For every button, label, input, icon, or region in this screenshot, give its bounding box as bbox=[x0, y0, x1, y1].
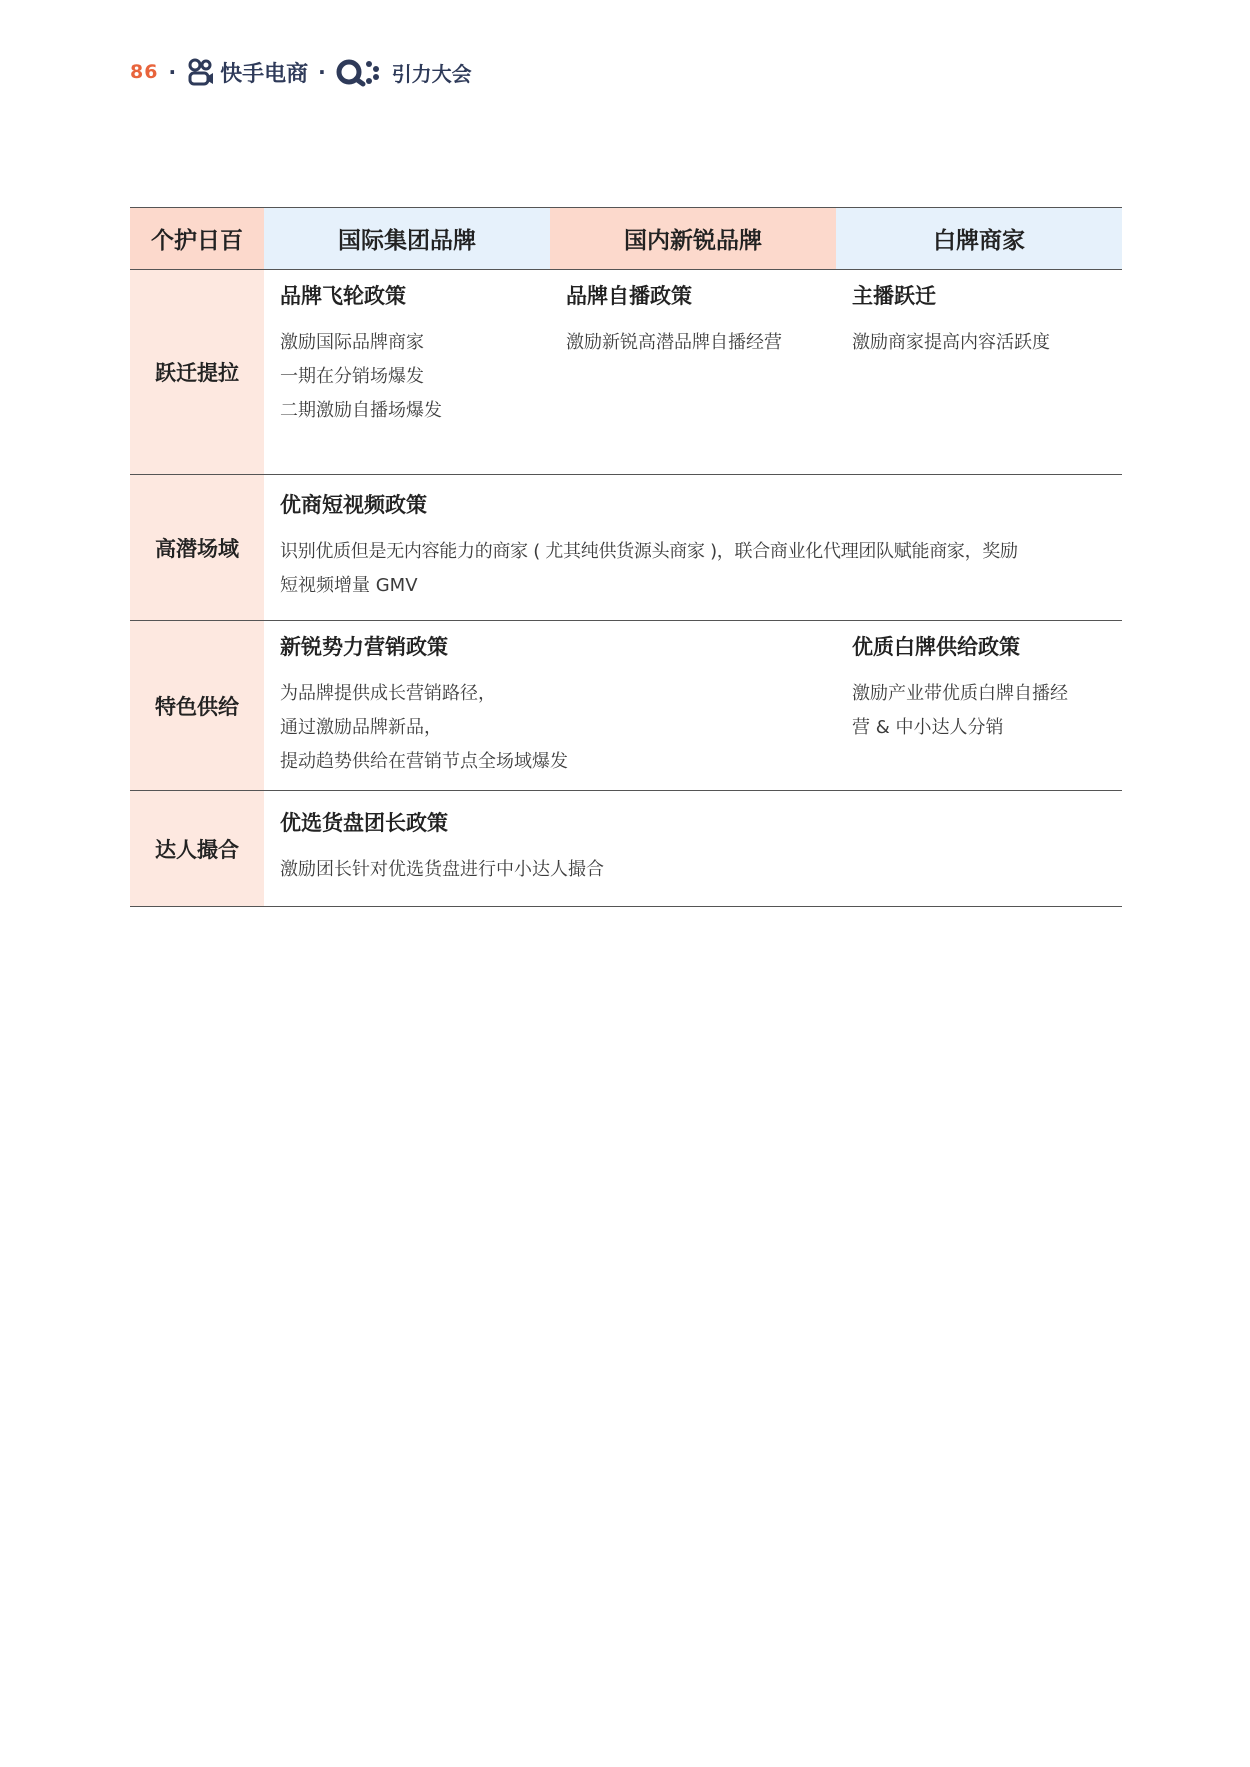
row-body bbox=[264, 475, 1122, 620]
policy-title: 优选货盘团长政策 bbox=[280, 811, 448, 835]
policy-line: 一期在分销场爆发 bbox=[280, 366, 424, 387]
page-number: 86 bbox=[130, 61, 159, 83]
row-label: 高潜场域 bbox=[130, 475, 264, 620]
policy-line: 提动趋势供给在营销节点全场域爆发 bbox=[280, 751, 568, 772]
policy-cell bbox=[264, 809, 1122, 888]
kuaishou-logo-icon bbox=[186, 57, 216, 87]
header-category: 个护日百 bbox=[130, 208, 264, 269]
table-row bbox=[130, 475, 1122, 621]
policy-cell bbox=[836, 633, 1122, 772]
policy-title: 主播跃迁 bbox=[852, 284, 936, 308]
policy-line: 识别优质但是无内容能力的商家 ( 尤其纯供货源头商家 )，联合商业化代理团队赋能商家，奖励 bbox=[280, 541, 1018, 562]
policy-cell bbox=[264, 633, 836, 772]
table-row bbox=[130, 621, 1122, 791]
policy-cell bbox=[550, 282, 836, 456]
row-body bbox=[264, 270, 1122, 474]
policy-line: 激励团长针对优选货盘进行中小达人撮合 bbox=[280, 859, 604, 880]
policy-cell bbox=[264, 491, 1122, 602]
table-row bbox=[130, 791, 1122, 907]
header-domestic-brands: 国内新锐品牌 bbox=[550, 208, 836, 269]
policy-title: 品牌自播政策 bbox=[566, 284, 692, 308]
policy-line: 营 & 中小达人分销 bbox=[852, 717, 1004, 738]
policy-line: 为品牌提供成长营销路径， bbox=[280, 683, 496, 704]
policy-line: 激励新锐高潜品牌自播经营 bbox=[566, 332, 782, 353]
policy-title: 品牌飞轮政策 bbox=[280, 284, 406, 308]
policy-title: 优商短视频政策 bbox=[280, 493, 427, 517]
policy-line: 激励国际品牌商家 bbox=[280, 332, 424, 353]
table-header-row bbox=[130, 208, 1122, 270]
policy-cell bbox=[264, 282, 550, 456]
page-header bbox=[130, 52, 472, 92]
header-international-brands: 国际集团品牌 bbox=[264, 208, 550, 269]
event-name: 引力大会 bbox=[391, 61, 472, 86]
policy-line: 短视频增量 GMV bbox=[280, 575, 418, 596]
separator-dot: · bbox=[318, 60, 326, 84]
policy-line: 通过激励品牌新品， bbox=[280, 717, 442, 738]
policy-table bbox=[130, 207, 1122, 907]
policy-line: 二期激励自播场爆发 bbox=[280, 400, 442, 421]
policy-line: 激励商家提高内容活跃度 bbox=[852, 332, 1050, 353]
row-label: 跃迁提拉 bbox=[130, 270, 264, 474]
row-label: 达人撮合 bbox=[130, 791, 264, 906]
table-row bbox=[130, 270, 1122, 475]
policy-title: 优质白牌供给政策 bbox=[852, 635, 1020, 659]
policy-title: 新锐势力营销政策 bbox=[280, 635, 448, 659]
header-white-label-merchants: 白牌商家 bbox=[836, 208, 1122, 269]
brand-name: 快手电商 bbox=[220, 61, 309, 87]
row-label: 特色供给 bbox=[130, 621, 264, 790]
yinli-logo-icon bbox=[336, 57, 382, 87]
policy-cell bbox=[836, 282, 1122, 456]
row-body bbox=[264, 791, 1122, 906]
separator-dot: · bbox=[168, 60, 177, 84]
row-body bbox=[264, 621, 1122, 790]
policy-line: 激励产业带优质白牌自播经 bbox=[852, 683, 1068, 704]
